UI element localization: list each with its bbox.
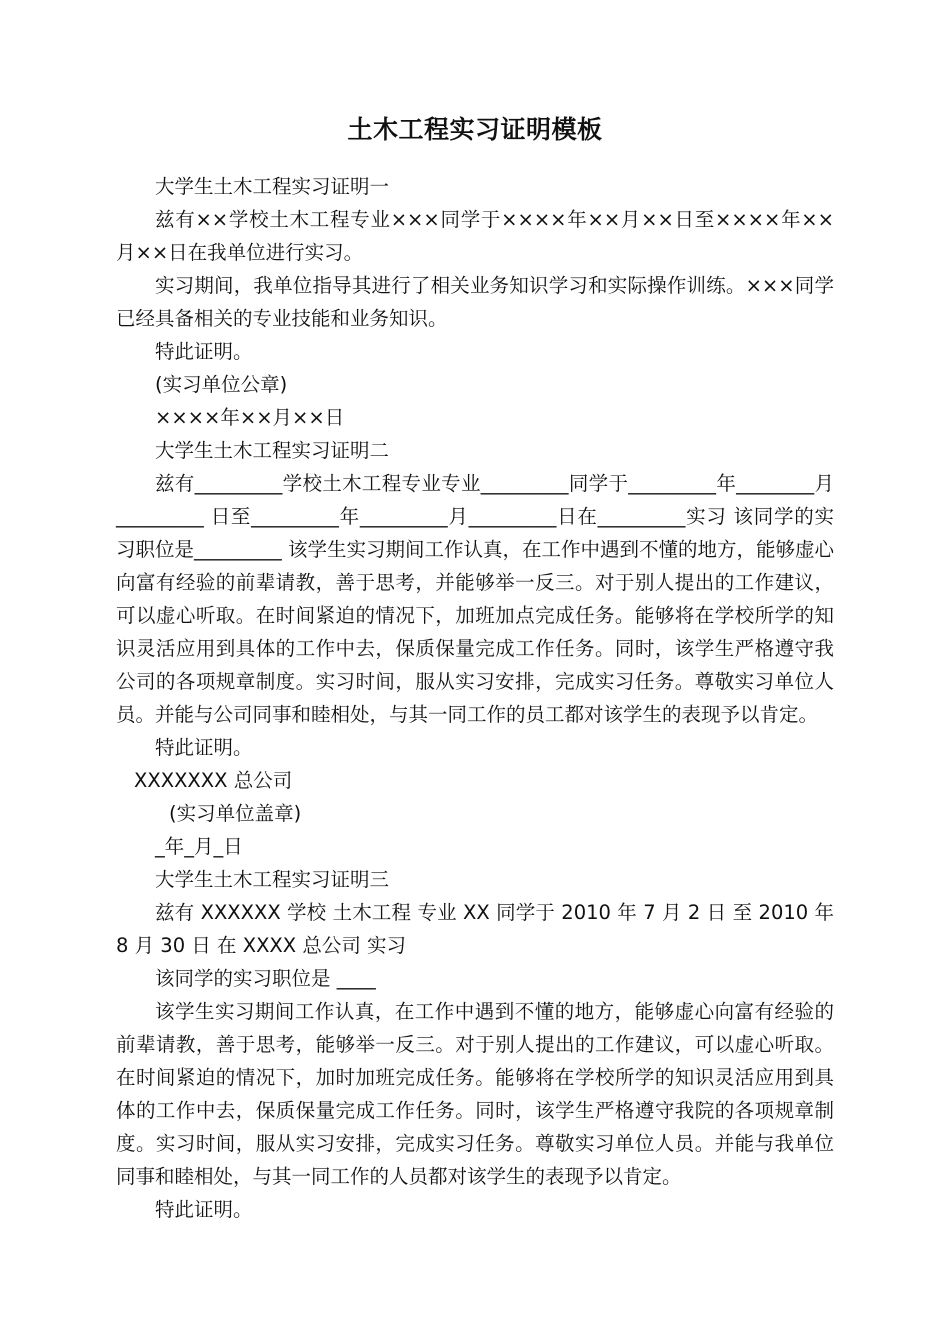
certificate-two-seal: (实习单位盖章) [169,802,302,825]
certificate-one-date: ××××年××月××日 [155,406,345,429]
section-heading-two: 大学生土木工程实习证明二 [155,439,390,462]
section-heading-three: 大学生土木工程实习证明三 [155,868,390,891]
certificate-one-paragraph-2: 实习期间，我单位指导其进行了相关业务知识学习和实际操作训练。×××同学已经具备相关的专业技能和业务知识。 [116,274,834,330]
certificate-two-date: _年_月_日 [155,835,243,858]
certificate-two-company: XXXXXXX 总公司 [134,769,293,792]
certificate-two-body: 兹有_________学校土木工程专业专业_________同学于_________年________月_________ 日至_________年_________月_________日在_________实习 该同学的实习职位是_________ 该学生实习期间工作认真，在工作中遇到不懂的地方，能够虚心向富有经验的前辈请教，善于思考，并能够举一反三。对于别人提出的工作建议，可以虚心听取。在时间紧迫的情况下，加班加点完成任务。能够将在学校所学的知识灵活应用到具体的工作中去，保质保量完成工作任务。同时，该学生严格遵守我公司的各项规章制度。实习时间，服从实习安排，完成实习任务。尊敬实习单位人员。并能与公司同事和睦相处，与其一同工作的员工都对该学生的表现予以肯定。 [116,472,834,726]
certificate-three-paragraph-1: 兹有 XXXXXX 学校 土木工程 专业 XX 同学于 2010 年 7 月 2 日 至 2010 年 8 月 30 日 在 XXXX 总公司 实习 [116,901,834,957]
document-body [116,170,834,1226]
certificate-three-paragraph-2: 该学生实习期间工作认真，在工作中遇到不懂的地方，能够虚心向富有经验的前辈请教，善于思考，能够举一反三。对于别人提出的工作建议，可以虚心听取。在时间紧迫的情况下，加时加班完成任务。能够将在学校所学的知识灵活应用到具体的工作中去，保质保量完成工作任务。同时，该学生严格遵守我院的各项规章制度。实习时间，服从实习安排，完成实习任务。尊敬实习单位人员。并能与我单位同事和睦相处，与其一同工作的人员都对该学生的表现予以肯定。 [116,1000,834,1188]
document-title: 土木工程实习证明模板 [347,115,603,144]
certificate-one-seal: (实习单位公章) [155,373,288,396]
certificate-one-closing: 特此证明。 [155,340,253,363]
certificate-three-closing: 特此证明。 [155,1198,253,1221]
section-heading-one: 大学生土木工程实习证明一 [155,175,390,198]
certificate-two-closing: 特此证明。 [155,736,253,759]
certificate-one-paragraph-1: 兹有××学校土木工程专业×××同学于××××年××月××日至××××年××月××日在我单位进行实习。 [116,208,834,264]
certificate-three-position: 该同学的实习职位是 ____ [155,967,376,990]
